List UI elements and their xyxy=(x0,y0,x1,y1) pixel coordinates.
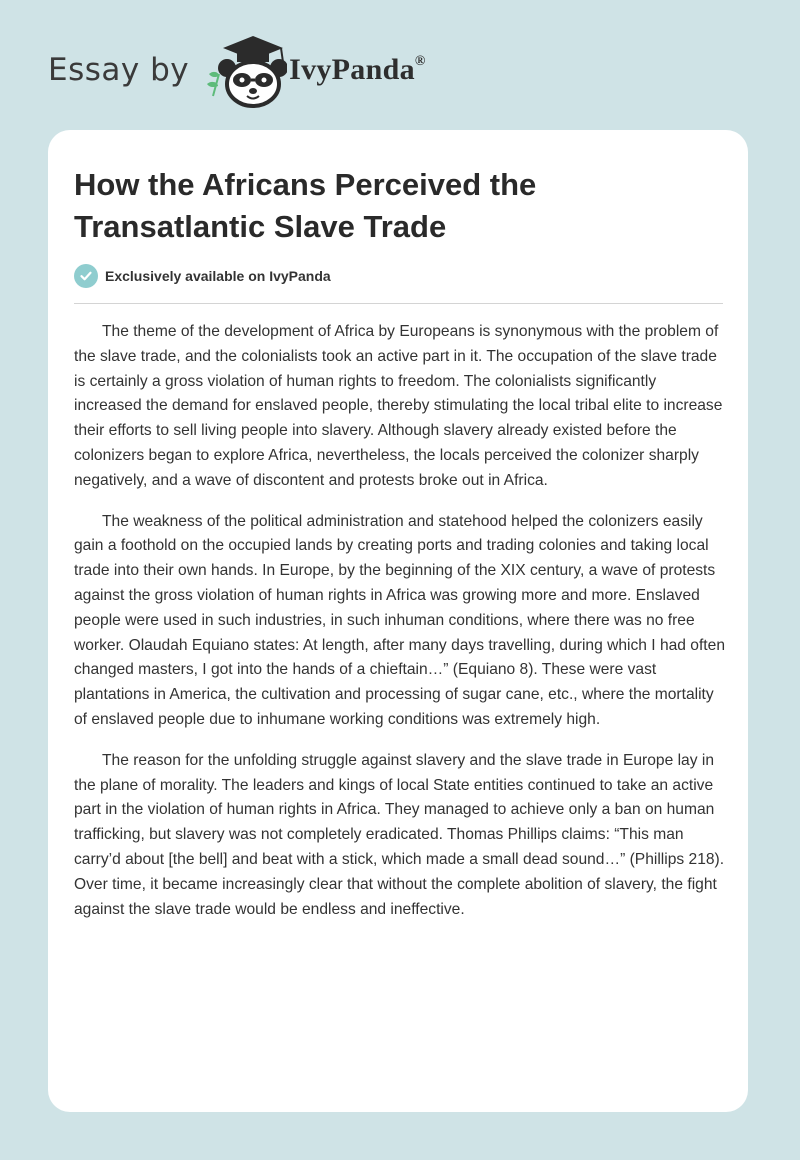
essay-by-label: Essay by xyxy=(48,52,190,88)
paragraph: The theme of the development of Africa by Europeans is synonymous with the problem of the slave trade, and the colonialists took an active part in it. The occupation of the slave trade is certainly a gross violation of human rights to freedom. The colonialists significantly increased the demand for enslaved people, thereby stimulating the local tribal elite to increase their efforts to sell living people into slavery. Although slavery already existed before the colonizers began to explore Africa, nevertheless, the locals perceived the colonizer sharply negatively, and a wave of discontent and protests broke out in Africa. xyxy=(74,323,723,489)
essay-title: How the Africans Perceived the Transatlantic Slave Trade xyxy=(74,167,537,244)
registered-mark: ® xyxy=(414,54,426,69)
brand-name[interactable] xyxy=(289,53,426,87)
paragraph: The weakness of the political administration and statehood helped the colonizers easily gain a foothold on the occupied lands by creating ports and trading colonies and taking local trade into their own hands. In Europe, by the beginning of the XIX century, a wave of protests against the gross violation of human rights in Africa was growing more and more. Enslaved people were used in such industries, in such inhuman conditions, where there was no free worker. Olaudah Equiano states: At length, after many days travelling, during which I had often changed masters, I got into the hands of a chieftain…” (Equiano 8). These were vast plantations in America, the cultivation and processing of sugar cane, etc., where the mortality of enslaved people due to inhumane working conditions was extremely high. xyxy=(74,512,725,728)
check-circle-icon xyxy=(74,264,98,288)
essay-card xyxy=(48,130,748,1112)
exclusive-badge-label: Exclusively available on IvyPanda xyxy=(105,268,331,284)
panda-graduate-icon[interactable] xyxy=(203,30,287,110)
paragraph: The reason for the unfolding struggle against slavery and the slave trade in Europe lay in the plane of morality. The leaders and kings of local State entities continued to take an active part in the violation of human rights in Africa. They managed to achieve only a ban on human trafficking, but slavery was not completely eradicated. Thomas Phillips claims: “This man carry’d about [the bell] and beat with a stick, which made a small dead sound…” (Phillips 218). Over time, it became increasingly clear that without the complete abolition of slavery, the fight against the slave trade would be endless and ineffective. xyxy=(74,751,725,918)
exclusive-badge xyxy=(74,264,331,288)
site-header xyxy=(48,30,426,110)
brand-text: IvyPanda xyxy=(289,53,415,86)
essay-body xyxy=(74,320,726,938)
divider xyxy=(74,303,723,304)
